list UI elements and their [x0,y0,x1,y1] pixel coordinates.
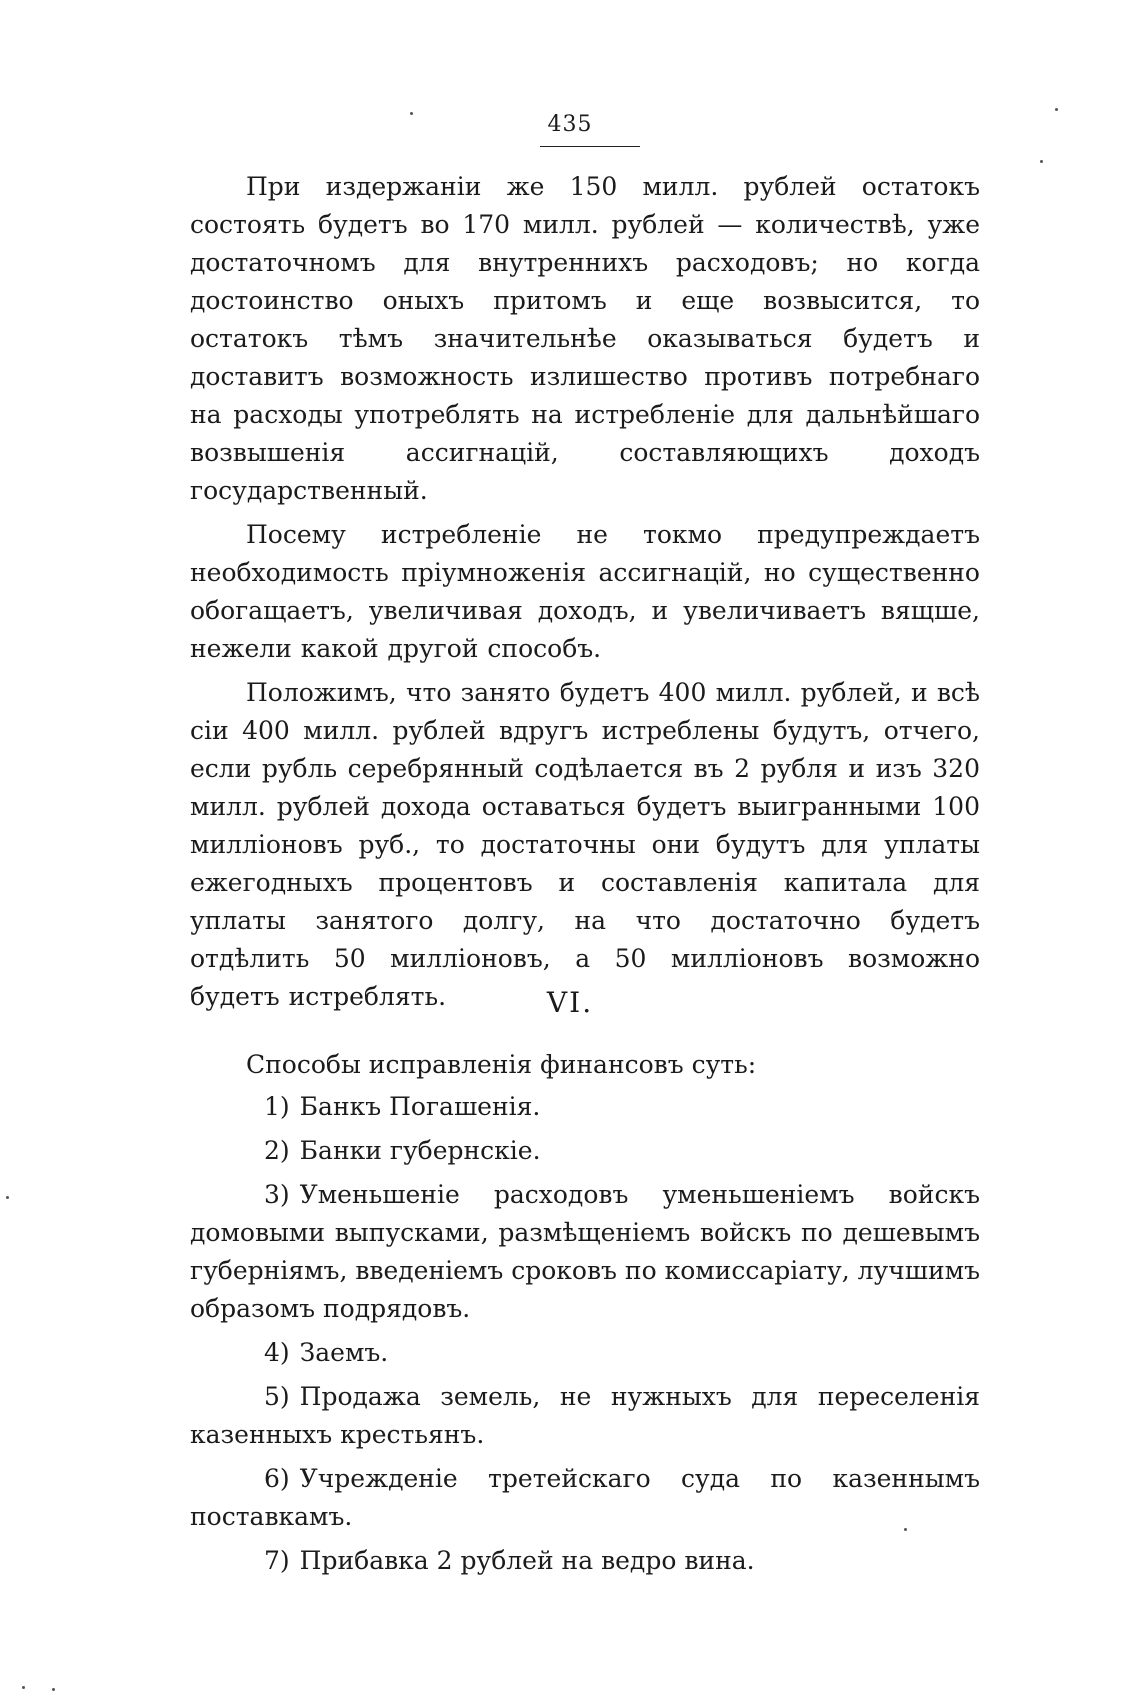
list-item-text: Прибавка 2 рублей на ведро вина. [299,1546,755,1575]
list-item-number: 5) [264,1382,290,1411]
scan-speck [52,1688,55,1691]
page-number-rule [540,146,640,147]
section-title: VI. [546,986,594,1019]
list-item-number: 7) [264,1546,290,1575]
paragraph: Положимъ, что занято будетъ 400 милл. рублей, и всѣ сіи 400 милл. рублей вдругъ истреблены будутъ, отчего, если рубль серебрянный содѣлается въ 2 рубля и изъ 320 милл. рублей дохода оставаться будетъ выигранными 100 милліоновъ руб., то достаточны они будутъ для уплаты ежегодныхъ процентовъ и составленія капитала для уплаты занятого долгу, на что достаточно будетъ отдѣлить 50 милліоновъ, а 50 милліоновъ возможно будетъ истреблять. [190,678,980,1011]
finance-methods [190,1046,980,1586]
list-item-number: 1) [264,1092,290,1121]
list-item-text: Учрежденіе третейскаго суда по казеннымъ поставкамъ. [190,1464,980,1531]
paragraph: Посему истребленіе не токмо предупреждаетъ необходимость пріумноженія ассигнацій, но существенно обогащаетъ, увеличивая доходъ, и увеличиваетъ вящше, нежели какой другой способъ. [190,520,980,663]
scan-speck [1040,160,1043,163]
list-item [190,1460,980,1536]
list-item-text: Заемъ. [299,1338,389,1367]
list-item [190,1334,980,1372]
list-item [190,1176,980,1328]
scan-speck [410,112,413,115]
paragraph: При издержаніи же 150 милл. рублей остатокъ состоять будетъ во 170 милл. рублей — количествѣ, уже достаточномъ для внутреннихъ расходовъ; но когда достоинство оныхъ притомъ и еще возвысится, то остатокъ тѣмъ значительнѣе оказываться будетъ и доставитъ возможность излишество противъ потребнаго на расходы употреблять на истребленіе для дальнѣйшаго возвышенія ассигнацій, составляющихъ доходъ государственный. [190,172,980,505]
scan-speck [904,1528,907,1531]
list-item [190,1542,980,1580]
list-item-text: Уменьшеніе расходовъ уменьшеніемъ войскъ домовыми выпусками, размѣщеніемъ войскъ по дешевымъ губерніямъ, введеніемъ сроковъ по комиссаріату, лучшимъ образомъ подрядовъ. [190,1180,980,1323]
list-item-text: Продажа земель, не нужныхъ для переселенія казенныхъ крестьянъ. [190,1382,980,1449]
list-item-text: Банки губернскіе. [299,1136,541,1165]
list-intro: Способы исправленія финансовъ суть: [246,1050,757,1079]
methods-list [190,1088,980,1580]
list-item [190,1378,980,1454]
list-item-number: 3) [264,1180,290,1209]
list-item-number: 6) [264,1464,290,1493]
list-item-number: 4) [264,1338,290,1367]
scan-speck [6,1196,9,1199]
body-text [190,168,980,1016]
list-item [190,1132,980,1170]
list-item [190,1088,980,1126]
list-item-text: Банкъ Погашенія. [299,1092,541,1121]
page-number: 435 [547,112,593,137]
scan-speck [1055,108,1058,111]
scan-speck [22,1686,25,1689]
list-item-number: 2) [264,1136,290,1165]
